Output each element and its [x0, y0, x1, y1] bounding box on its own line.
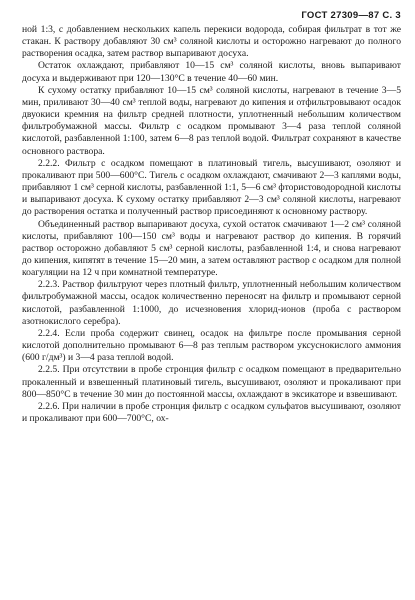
paragraph: 2.2.6. При наличии в пробе стронция фильтр с осадком сульфатов высушивают, озоляют и прокаливают при 600—700°С, ох- — [22, 400, 401, 424]
paragraph: 2.2.4. Если проба содержит свинец, осадок на фильтре после промывания серной кислотой дополнительно промывают 6—8 раз теплым раствором уксуснокислого аммония (600 г/дм³) и 3—4 раза теплой водой. — [22, 327, 401, 364]
paragraph: Объединенный раствор выпаривают досуха, сухой остаток смачивают 1—2 см³ соляной кислоты, прибавляют 100—150 см³ воды и нагревают раствор до кипения. В горячий раствор осторожно добавляют 5 см³ серной кислоты, разбавленной 1:4, и снова нагревают до кипения, кипятят в течение 15—20 мин, а затем оставляют раствор с осадком для полной коагуляции на 12 ч при комнатной температуре. — [22, 218, 401, 279]
paragraph: 2.2.2. Фильтр с осадком помещают в платиновый тигель, высушивают, озоляют и прокаливают при 500—600°С. Тигель с осадком охлаждают, смачивают 2—3 каплями воды, прибавляют 1 см³ серной кислоты, разбавленной 1:1, 5—6 см³ фтористоводородной кислоты и выпаривают досуха. К сухому остатку прибавляют 2—3 см³ соляной кислоты, нагревают до растворения остатка и полученный раствор присоединяют к основному раствору. — [22, 157, 401, 218]
document-body — [22, 24, 401, 425]
paragraph: ной 1:3, с добавлением нескольких капель перекиси водорода, собирая фильтрат в тот же стакан. К раствору добавляют 30 см³ соляной кислоты и осторожно нагревают до полного растворения осадка, затем раствор выпаривают досуха. — [22, 24, 401, 60]
page-header: ГОСТ 27309—87 С. 3 — [301, 10, 401, 21]
paragraph: 2.2.5. При отсутствии в пробе стронция фильтр с осадком помещают в предварительно прокаленный и взвешенный платиновый тигель, высушивают, озоляют и прокаливают при 800—850°С в течение 30 мин до постоянной массы, охлаждают в эксикаторе и взвешивают. — [22, 364, 401, 400]
paragraph: К сухому остатку прибавляют 10—15 см³ соляной кислоты, нагревают в течение 3—5 мин, приливают 30—40 см³ теплой воды, нагревают до кипения и отфильтровывают осадок двуокиси кремния на фильтр средней плотности, уплотненный небольшим количеством фильтробумажной массы. Фильтр с осадком промывают 3—4 раза теплой соляной кислотой, разбавленной 1:100, затем 6—8 раз теплой водой. Фильтрат сохраняют в качестве основного раствора. — [22, 84, 401, 157]
paragraph: 2.2.3. Раствор фильтруют через плотный фильтр, уплотненный небольшим количеством фильтробумажной массы, осадок количественно переносят на фильтр и промывают серной кислотой, разбавленной 1:1000, до исчезновения хлорид-ионов (проба с раствором азотнокислого серебра). — [22, 279, 401, 327]
paragraph: Остаток охлаждают, прибавляют 10—15 см³ соляной кислоты, вновь выпаривают досуха и выдерживают при 120—130°С в течение 40—60 мин. — [22, 60, 401, 84]
